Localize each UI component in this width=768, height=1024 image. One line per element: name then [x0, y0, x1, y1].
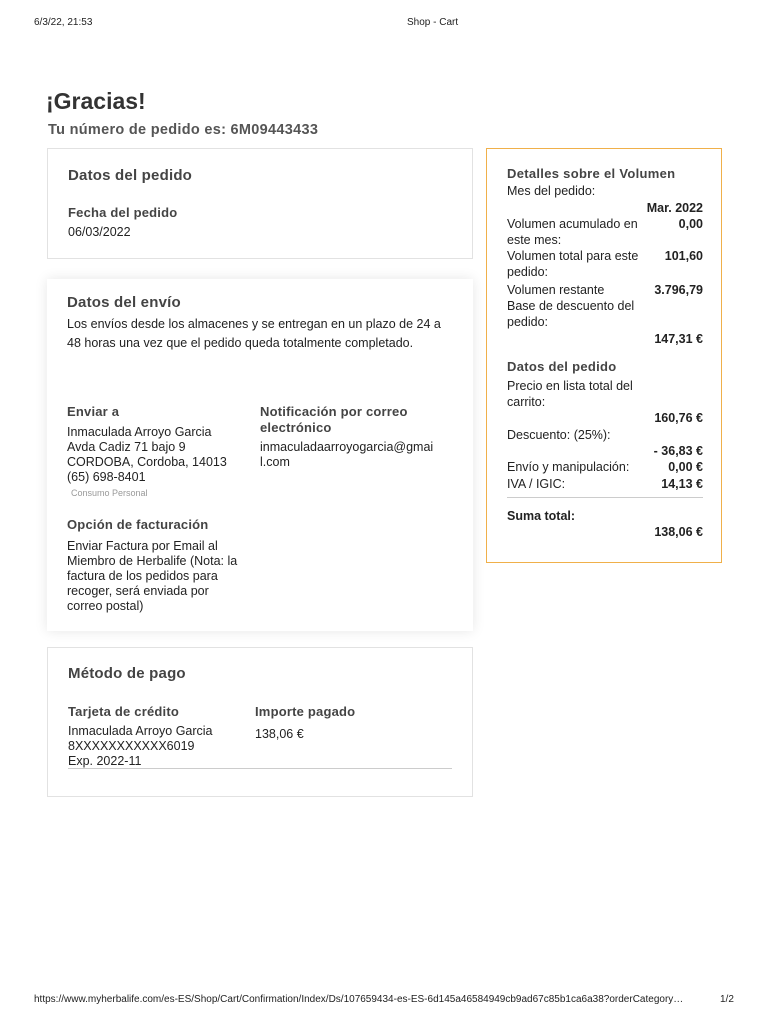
card-number: 8XXXXXXXXXXX6019: [68, 739, 195, 753]
email-label: Notificación por correo electrónico: [260, 404, 408, 435]
order-date-value: 06/03/2022: [68, 225, 131, 239]
remaining-label: Volumen restante: [507, 283, 605, 297]
month-label: Mes del pedido:: [507, 184, 596, 198]
amount-value: 138,06 €: [255, 727, 304, 741]
order-number: Tu número de pedido es: 6M09443433: [48, 122, 319, 138]
ship-to-line: CORDOBA, Cordoba, 14013: [67, 455, 227, 469]
payment-card: [47, 647, 473, 797]
grand-total-value: 138,06 €: [654, 525, 703, 539]
discount-value: - 36,83 €: [653, 444, 703, 458]
total-volume-label: Volumen total para este pedido:: [507, 249, 639, 279]
order-data-card: [47, 148, 473, 259]
volume-title: Detalles sobre el Volumen: [507, 166, 676, 181]
shipping-card: [47, 279, 473, 631]
amount-label: Importe pagado: [255, 704, 356, 719]
email-value: inmaculadaarroyogarcia@gmail.com: [260, 440, 434, 469]
month-value: Mar. 2022: [646, 201, 703, 215]
accum-label: Volumen acumulado en este mes:: [507, 217, 638, 247]
discount-label: [507, 427, 611, 443]
billing-label: Opción de facturación: [67, 517, 209, 532]
card-holder: Inmaculada Arroyo Garcia: [68, 724, 213, 738]
discount-text: Descuento:: [507, 428, 571, 442]
discount-percent: (25%):: [573, 428, 611, 442]
page-title: ¡Gracias!: [46, 88, 146, 114]
payment-title: Método de pago: [68, 665, 186, 682]
shipping-cost-label: Envío y manipulación:: [507, 460, 630, 474]
order-data-title: Datos del pedido: [68, 167, 193, 184]
divider: [68, 768, 452, 769]
print-page-title: Shop - Cart: [407, 17, 459, 28]
shipping-description: Los envíos desde los almacenes y se entregan en un plazo de 24 a 48 horas una vez que el pedido queda totalmente completado.: [67, 317, 441, 350]
list-price-label: Precio en lista total del carrito:: [507, 379, 633, 409]
ship-to-line: (65) 698-8401: [67, 470, 146, 484]
ship-to-line: Inmaculada Arroyo Garcia: [67, 425, 212, 439]
list-price-value: 160,76 €: [654, 411, 703, 425]
print-page-number: 1/2: [720, 994, 734, 1005]
card-expiry: Exp. 2022-11: [68, 754, 142, 768]
tax-label: IVA / IGIC:: [507, 477, 566, 491]
print-datetime: 6/3/22, 21:53: [34, 17, 93, 28]
total-volume-value: 101,60: [664, 249, 703, 263]
consumption-tag: Consumo Personal: [71, 488, 148, 498]
tax-value: 14,13 €: [661, 477, 703, 491]
ship-to-line: Avda Cadiz 71 bajo 9: [67, 440, 186, 454]
card-details: [68, 724, 213, 769]
summary-divider: [507, 497, 703, 498]
card-label: Tarjeta de crédito: [68, 704, 180, 719]
discount-base-value: 147,31 €: [654, 332, 703, 346]
billing-text: Enviar Factura por Email al Miembro de Herbalife (Nota: la factura de los pedidos para recoger, será enviada por correo postal): [67, 539, 238, 613]
accum-value: 0,00: [678, 217, 703, 231]
summary-title: Datos del pedido: [507, 359, 617, 374]
shipping-title: Datos del envío: [67, 294, 181, 311]
grand-total-label: Suma total:: [507, 509, 576, 523]
print-url: https://www.myherbalife.com/es-ES/Shop/Cart/Confirmation/Index/Ds/107659434-es-ES-6d145a46584949cb9ad67c85b1ca6a38?orderCategory…: [34, 994, 684, 1005]
remaining-value: 3.796,79: [654, 283, 703, 297]
ship-to-label: Enviar a: [67, 404, 120, 419]
discount-base-label: Base de descuento del pedido:: [507, 299, 635, 329]
shipping-cost-value: 0,00 €: [668, 460, 703, 474]
ship-to-address: [67, 425, 247, 485]
volume-card: [486, 148, 722, 563]
order-date-label: Fecha del pedido: [68, 205, 178, 220]
